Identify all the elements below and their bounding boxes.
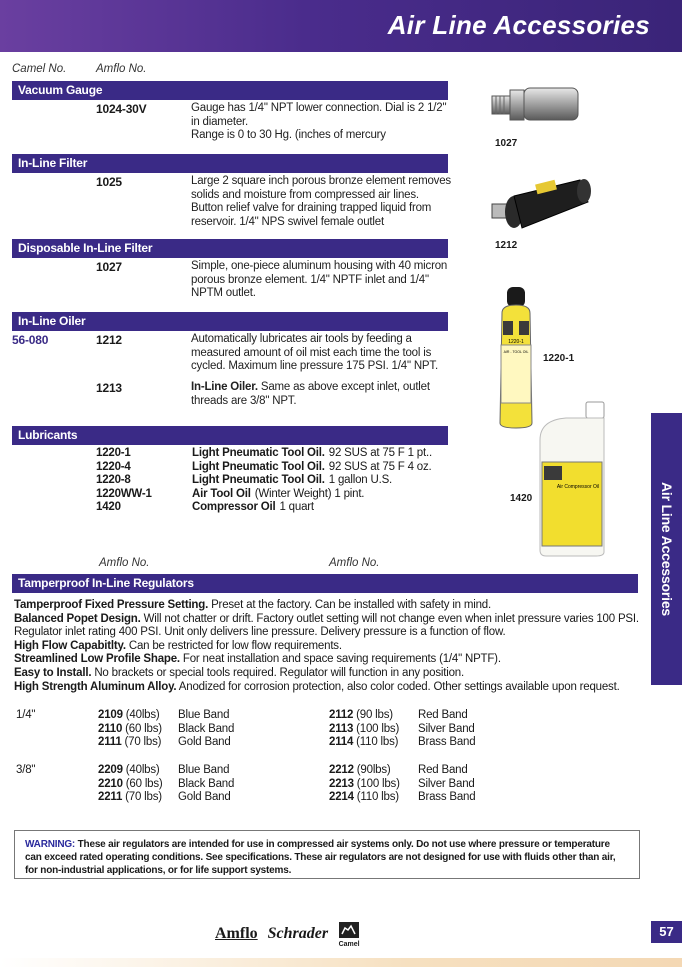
table-row bbox=[329, 791, 475, 805]
product-label-1420: 1420 bbox=[510, 493, 533, 504]
reg-code: 2214 bbox=[329, 791, 354, 804]
reg-psi: (60 lbs) bbox=[125, 777, 163, 790]
product-label-1027: 1027 bbox=[495, 138, 518, 149]
list-item bbox=[96, 501, 432, 515]
camel-logo-text: Camel bbox=[338, 940, 360, 948]
camel-part-number: 56-080 bbox=[12, 333, 49, 347]
table-row bbox=[329, 723, 475, 737]
schrader-logo: Schrader bbox=[267, 925, 329, 942]
feature-text: Preset at the factory. Can be installed with safety in mind. bbox=[208, 599, 491, 611]
reg-psi: (100 lbs) bbox=[356, 777, 400, 790]
page-title: Air Line Accessories bbox=[387, 10, 650, 40]
part-number: 1025 bbox=[96, 175, 122, 189]
camel-no-header: Camel No. bbox=[12, 63, 67, 75]
lub-spec: 1 gallon U.S. bbox=[328, 474, 393, 487]
lub-name: Air Tool Oil bbox=[192, 487, 251, 500]
side-tab-label: Air Line Accessories bbox=[658, 482, 675, 616]
reg-code: 2112 bbox=[329, 709, 354, 721]
table-row bbox=[329, 736, 475, 750]
reg-code: 2109 bbox=[98, 709, 123, 721]
camel-icon bbox=[338, 921, 360, 939]
reg-psi: (100 lbs) bbox=[356, 722, 400, 735]
lub-code: 1420 bbox=[96, 501, 121, 514]
item-description: Large 2 square inch porous bronze element removes solids and moisture from compressed air lines. Button relief valve for draining trapped liquid from reservoir. 1/4" NPS swivel female outlet bbox=[191, 175, 451, 228]
table-row bbox=[98, 736, 234, 750]
reg-band: Black Band bbox=[178, 777, 235, 790]
reg-code: 2113 bbox=[329, 722, 354, 735]
reg-code: 2212 bbox=[329, 764, 354, 776]
lub-name: Light Pneumatic Tool Oil. bbox=[192, 474, 325, 487]
section-inline-oiler: In-Line Oiler bbox=[12, 312, 448, 331]
reg-psi: (110 lbs) bbox=[356, 736, 399, 749]
part-number: 1024-30V bbox=[96, 102, 147, 116]
feature-item bbox=[14, 681, 640, 695]
product-label-1212: 1212 bbox=[495, 240, 518, 251]
page-number: 57 bbox=[651, 921, 682, 943]
brand-logos bbox=[215, 918, 360, 950]
size-label: 1/4" bbox=[16, 709, 36, 721]
table-row bbox=[98, 709, 234, 723]
reg-code: 2114 bbox=[329, 736, 354, 749]
list-item bbox=[96, 474, 432, 488]
lub-spec: (Winter Weight) 1 pint. bbox=[254, 487, 365, 500]
table-row bbox=[329, 764, 475, 778]
feature-text: No brackets or special tools required. Regulator will function in any position. bbox=[91, 666, 464, 679]
regulator-group-14-right bbox=[329, 709, 475, 750]
feature-title: High Strength Aluminum Alloy. bbox=[14, 680, 177, 693]
feature-item bbox=[14, 613, 640, 640]
reg-code: 2209 bbox=[98, 764, 123, 776]
item-description: Automatically lubricates air tools by feeding a measured amount of oil mist each time the tool is cycled. Maximum line pressure 175 PSI. 1/4" NPT. bbox=[191, 333, 438, 372]
lub-code: 1220WW-1 bbox=[96, 487, 152, 500]
feature-item bbox=[14, 640, 640, 654]
lub-code: 1220-8 bbox=[96, 474, 131, 487]
reg-code: 2211 bbox=[98, 791, 123, 804]
regulator-group-14-left bbox=[98, 709, 234, 750]
item-description: Simple, one-piece aluminum housing with 40 micron porous bronze element. 1/4" NPTF inlet and 1/4" NPTM outlet. bbox=[191, 260, 448, 299]
feature-title: Tamperproof Fixed Pressure Setting. bbox=[14, 599, 209, 611]
table-row bbox=[98, 764, 234, 778]
regulator-group-38-left bbox=[98, 764, 234, 805]
feature-title: Streamlined Low Profile Shape. bbox=[14, 653, 180, 666]
feature-item bbox=[14, 667, 640, 681]
lubricants-list bbox=[96, 447, 432, 515]
item-description: Gauge has 1/4" NPT lower connection. Dial is 2 1/2" in diameter. Range is 0 to 30 Hg. (inches of mercury bbox=[191, 102, 447, 141]
table-row bbox=[98, 723, 234, 737]
lub-code: 1220-4 bbox=[96, 460, 131, 473]
side-tab bbox=[651, 413, 682, 685]
feature-text: Will not chatter or drift. Factory outlet setting will not change even when inlet pressure varies 100 PSI. Regulator inlet rating 400 PSI. Unit only delivers line pressure. Delivery pressure is a function of flow. bbox=[14, 612, 639, 639]
reg-code: 2110 bbox=[98, 722, 123, 735]
amflo-logo: Amflo bbox=[215, 925, 258, 942]
section-regulators: Tamperproof In-Line Regulators bbox=[12, 574, 638, 593]
reg-code: 2210 bbox=[98, 777, 123, 790]
lub-code: 1220-1 bbox=[96, 447, 131, 459]
feature-text: Can be restricted for low flow requirements. bbox=[125, 639, 342, 652]
warning-box bbox=[14, 830, 640, 879]
table-row bbox=[329, 778, 475, 792]
lub-name: Compressor Oil bbox=[192, 501, 276, 514]
table-row bbox=[98, 778, 234, 792]
lub-spec: 92 SUS at 75 F 1 pt.. bbox=[328, 447, 432, 459]
bottle-label: Air Compressor Oil bbox=[556, 484, 600, 490]
reg-band: Silver Band bbox=[418, 777, 475, 790]
item-description-text: Same as above except inlet, outlet threads are 3/8" NPT. bbox=[191, 381, 430, 407]
reg-psi: (40lbs) bbox=[125, 709, 160, 721]
reg-band: Blue Band bbox=[178, 709, 230, 721]
item-description bbox=[191, 381, 451, 408]
section-inline-filter: In-Line Filter bbox=[12, 154, 448, 173]
reg-band: Silver Band bbox=[418, 722, 475, 735]
feature-title: Easy to Install. bbox=[14, 666, 92, 679]
feature-title: High Flow Capabitlty. bbox=[14, 639, 126, 652]
bottom-edge bbox=[0, 958, 682, 967]
reg-code: 2213 bbox=[329, 777, 354, 790]
reg-band: Gold Band bbox=[178, 736, 231, 749]
feature-text: Anodized for corrosion protection, also color coded. Other settings available upon request. bbox=[176, 680, 620, 693]
lub-spec: 92 SUS at 75 F 4 oz. bbox=[328, 460, 432, 473]
reg-psi: (70 lbs) bbox=[125, 791, 162, 804]
warning-label: WARNING: bbox=[25, 839, 76, 850]
part-number: 1027 bbox=[96, 260, 122, 274]
part-number: 1212 bbox=[96, 333, 122, 347]
reg-psi: (110 lbs) bbox=[356, 791, 399, 804]
lub-name: Light Pneumatic Tool Oil. bbox=[192, 447, 325, 459]
table-row bbox=[329, 709, 475, 723]
reg-band: Brass Band bbox=[418, 736, 476, 749]
camel-logo bbox=[338, 921, 360, 948]
regulator-group-38-right bbox=[329, 764, 475, 805]
reg-band: Black Band bbox=[178, 722, 235, 735]
amflo-no-header: Amflo No. bbox=[96, 63, 147, 75]
list-item bbox=[96, 447, 432, 461]
bottle-label: AIR - TOOL OIL bbox=[503, 350, 529, 354]
lub-spec: 1 quart bbox=[279, 501, 314, 514]
title-bar bbox=[0, 0, 682, 52]
product-image-1420 bbox=[536, 400, 608, 558]
feature-item bbox=[14, 599, 640, 613]
feature-title: Balanced Popet Design. bbox=[14, 612, 141, 625]
reg-psi: (60 lbs) bbox=[125, 722, 162, 735]
feature-item bbox=[14, 653, 640, 667]
reg-psi: (90lbs) bbox=[356, 764, 391, 776]
list-item bbox=[96, 461, 432, 475]
product-label-1220-1: 1220-1 bbox=[543, 353, 575, 364]
reg-band: Red Band bbox=[418, 764, 468, 776]
features-list bbox=[14, 599, 640, 694]
product-image-1220-1 bbox=[494, 285, 538, 430]
reg-band: Blue Band bbox=[178, 764, 230, 776]
reg-band: Gold Band bbox=[178, 791, 231, 804]
section-disposable-filter: Disposable In-Line Filter bbox=[12, 239, 448, 258]
lub-name: Light Pneumatic Tool Oil. bbox=[192, 460, 325, 473]
product-image-1212 bbox=[488, 172, 598, 234]
product-image-1027 bbox=[488, 82, 588, 132]
feature-text: For neat installation and space saving requirements (1/4" NPTF). bbox=[179, 653, 501, 666]
section-lubricants: Lubricants bbox=[12, 426, 448, 445]
amflo-no-header: Amflo No. bbox=[99, 557, 150, 569]
reg-band: Brass Band bbox=[418, 791, 476, 804]
amflo-no-header: Amflo No. bbox=[329, 557, 380, 569]
reg-band: Red Band bbox=[418, 709, 468, 721]
reg-psi: (40lbs) bbox=[125, 764, 160, 776]
reg-code: 2111 bbox=[98, 736, 122, 749]
warning-text: These air regulators are intended for use in compressed air systems only. Do not use where pressure or temperature can exceed rated operating conditions. See specifications. These air regulators are not designed for use with fluids other than air, for non-industrial applications, or for life support systems. bbox=[25, 839, 616, 876]
table-row bbox=[98, 791, 234, 805]
part-number: 1213 bbox=[96, 381, 122, 395]
item-description-bold: In-Line Oiler. bbox=[191, 381, 258, 393]
section-vacuum-gauge: Vacuum Gauge bbox=[12, 81, 448, 100]
bottle-label: 1220-1 bbox=[508, 339, 524, 345]
reg-psi: (70 lbs) bbox=[124, 736, 162, 749]
list-item bbox=[96, 488, 432, 502]
reg-psi: (90 lbs) bbox=[356, 709, 393, 721]
size-label: 3/8" bbox=[16, 764, 36, 776]
